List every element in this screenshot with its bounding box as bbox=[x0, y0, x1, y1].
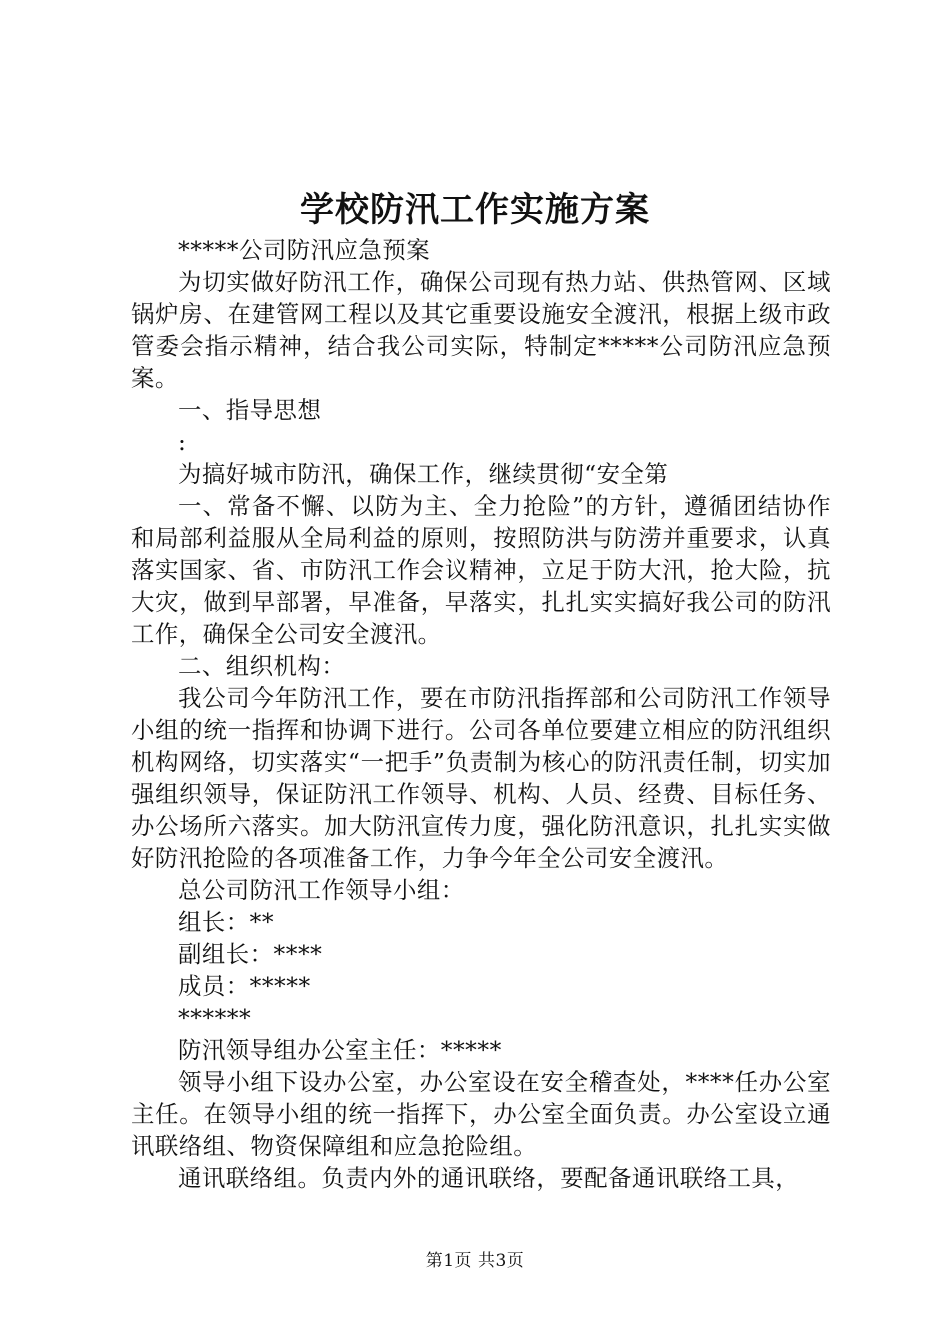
paragraph: 组长：** bbox=[178, 908, 275, 936]
paragraph: : bbox=[178, 428, 187, 456]
section-heading: 一、指导思想 bbox=[178, 396, 322, 424]
paragraph: 防汛领导组办公室主任：***** bbox=[178, 1036, 502, 1064]
document-body bbox=[131, 234, 831, 1194]
section-heading: 二、组织机构： bbox=[178, 652, 346, 680]
paragraph: 副组长：**** bbox=[178, 940, 323, 968]
paragraph: 领导小组下设办公室，办公室设在安全稽查处，****任办公室主任。在领导小组的统一指挥下，办公室全面负责。办公室设立通讯联络组、物资保障组和应急抢险组。 bbox=[131, 1068, 831, 1160]
paragraph: 通讯联络组。负责内外的通讯联络，要配备通讯联络工具， bbox=[178, 1164, 800, 1192]
paragraph: ****** bbox=[178, 1004, 252, 1032]
paragraph: *****公司防汛应急预案 bbox=[178, 236, 431, 264]
paragraph: 一、常备不懈、以防为主、全力抢险”的方针，遵循团结协作和局部利益服从全局利益的原则，按照防洪与防涝并重要求，认真落实国家、省、市防汛工作会议精神，立足于防大汛，抢大险，抗大灾，做到早部署，早准备，早落实，扎扎实实搞好我公司的防汛工作，确保全公司安全渡汛。 bbox=[131, 492, 831, 648]
paragraph: 总公司防汛工作领导小组： bbox=[178, 876, 465, 904]
paragraph: 成员：***** bbox=[178, 972, 311, 1000]
paragraph: 为切实做好防汛工作，确保公司现有热力站、供热管网、区域锅炉房、在建管网工程以及其它重要设施安全渡汛，根据上级市政管委会指示精神，结合我公司实际，特制定*****公司防汛应急预案。 bbox=[131, 268, 831, 392]
document-title: 学校防汛工作实施方案 bbox=[300, 190, 650, 230]
paragraph: 为搞好城市防汛，确保工作，继续贯彻“安全第 bbox=[178, 460, 669, 488]
paragraph: 我公司今年防汛工作，要在市防汛指挥部和公司防汛工作领导小组的统一指挥和协调下进行。公司各单位要建立相应的防汛组织机构网络，切实落实“一把手”负责制为核心的防汛责任制，切实加强组织领导，保证防汛工作领导、机构、人员、经费、目标任务、办公场所六落实。加大防汛宣传力度，强化防汛意识，扎扎实实做好防汛抢险的各项准备工作，力争今年全公司安全渡汛。 bbox=[131, 684, 831, 872]
page-footer: 第1页 共3页 bbox=[425, 1251, 525, 1271]
